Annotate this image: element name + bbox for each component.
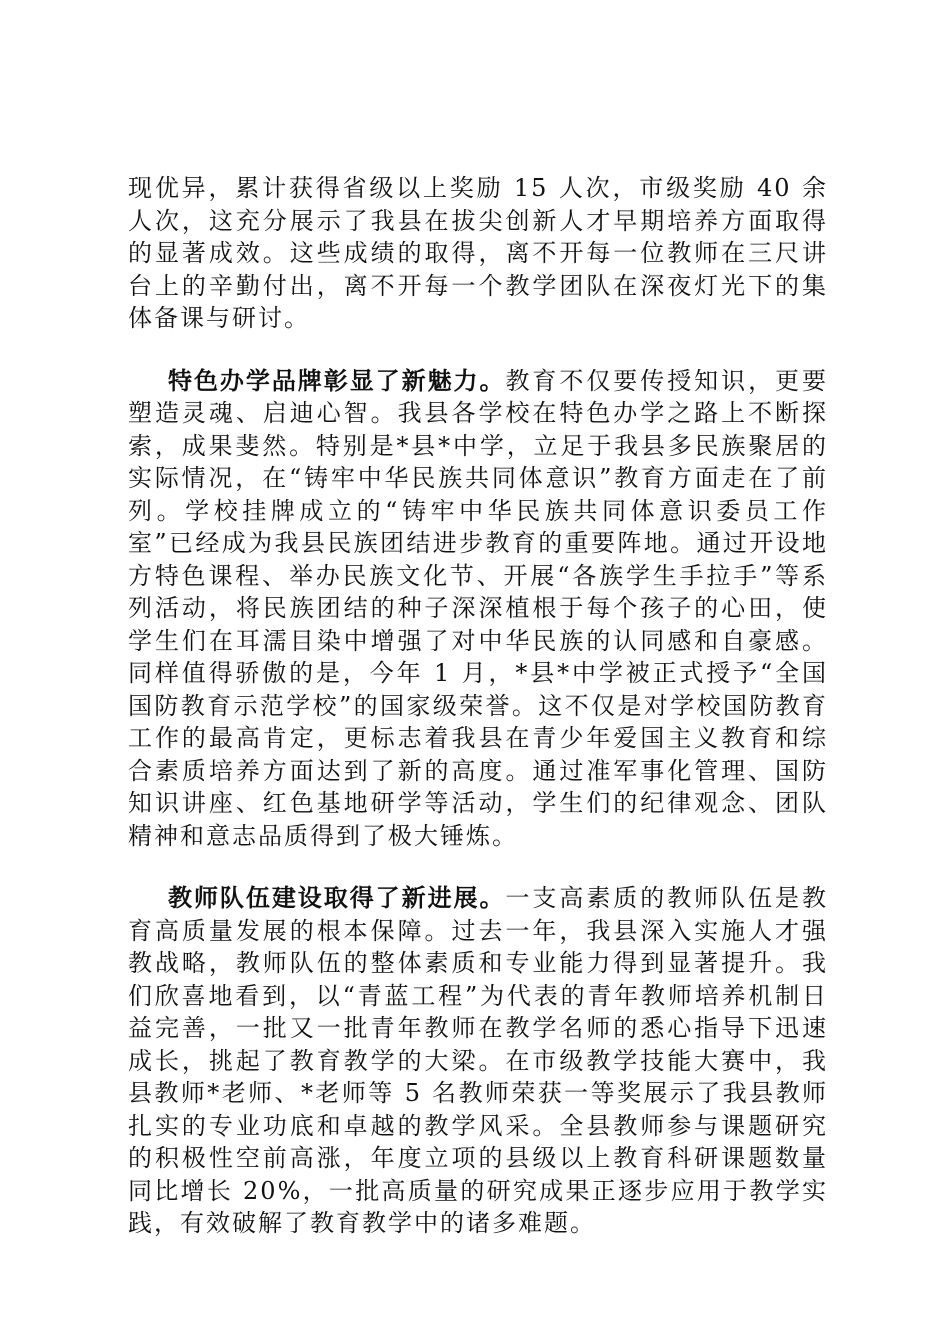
paragraph-3 <box>128 882 828 1240</box>
paragraph-3-heading: 教师队伍建设取得了新进展。 <box>168 884 506 912</box>
paragraph-3-text: 一支高素质的教师队伍是教育高质量发展的根本保障。过去一年，我县深入实施人才强教战略，教师队伍的整体素质和专业能力得到显著提升。我们欣喜地看到，以“青蓝工程”为代表的青年教师培养机制日益完善，一批又一批青年教师在教学名师的悉心指导下迅速成长，挑起了教育教学的大梁。在市级教学技能大赛中，我县教师*老师、*老师等 5 名教师荣获一等奖展示了我县教师扎实的专业功底和卓越的教学风采。全县教师参与课题研究的积极性空前高涨，年度立项的县级以上教育科研课题数量同比增长 20%，一批高质量的研究成果正逐步应用于教学实践，有效破解了教育教学中的诸多难题。 <box>128 884 829 1237</box>
paragraph-2 <box>128 365 828 853</box>
paragraph-2-heading: 特色办学品牌彰显了新魅力。 <box>168 366 506 395</box>
paragraph-2-text: 教育不仅要传授知识，更要塑造灵魂、启迪心智。我县各学校在特色办学之路上不断探索，成果斐然。特别是*县*中学，立足于我县多民族聚居的实际情况，在“铸牢中华民族共同体意识”教育方面走在了前列。学校挂牌成立的“铸牢中华民族共同体意识委员工作室”已经成为我县民族团结进步教育的重要阵地。通过开设地方特色课程、举办民族文化节、开展“各族学生手拉手”等系列活动，将民族团结的种子深深植根于每个孩子的心田，使学生们在耳濡目染中增强了对中华民族的认同感和自豪感。同样值得骄傲的是，今年 1 月，*县*中学被正式授予“全国国防教育示范学校”的国家级荣誉。这不仅是对学校国防教育工作的最高肯定，更标志着我县在青少年爱国主义教育和综合素质培养方面达到了新的高度。通过准军事化管理、国防知识讲座、红色基地研学等活动，学生们的纪律观念、团队精神和意志品质得到了极大锤炼。 <box>128 366 829 850</box>
paragraph-1 <box>128 172 828 335</box>
document-body <box>128 172 828 1270</box>
paragraph-1-text: 现优异，累计获得省级以上奖励 15 人次，市级奖励 40 余人次，这充分展示了我县在拔尖创新人才早期培养方面取得的显著成效。这些成绩的取得，离不开每一位教师在三尺讲台上的辛勤付出，离不开每一个教学团队在深夜灯光下的集体备课与研讨。 <box>128 174 828 332</box>
